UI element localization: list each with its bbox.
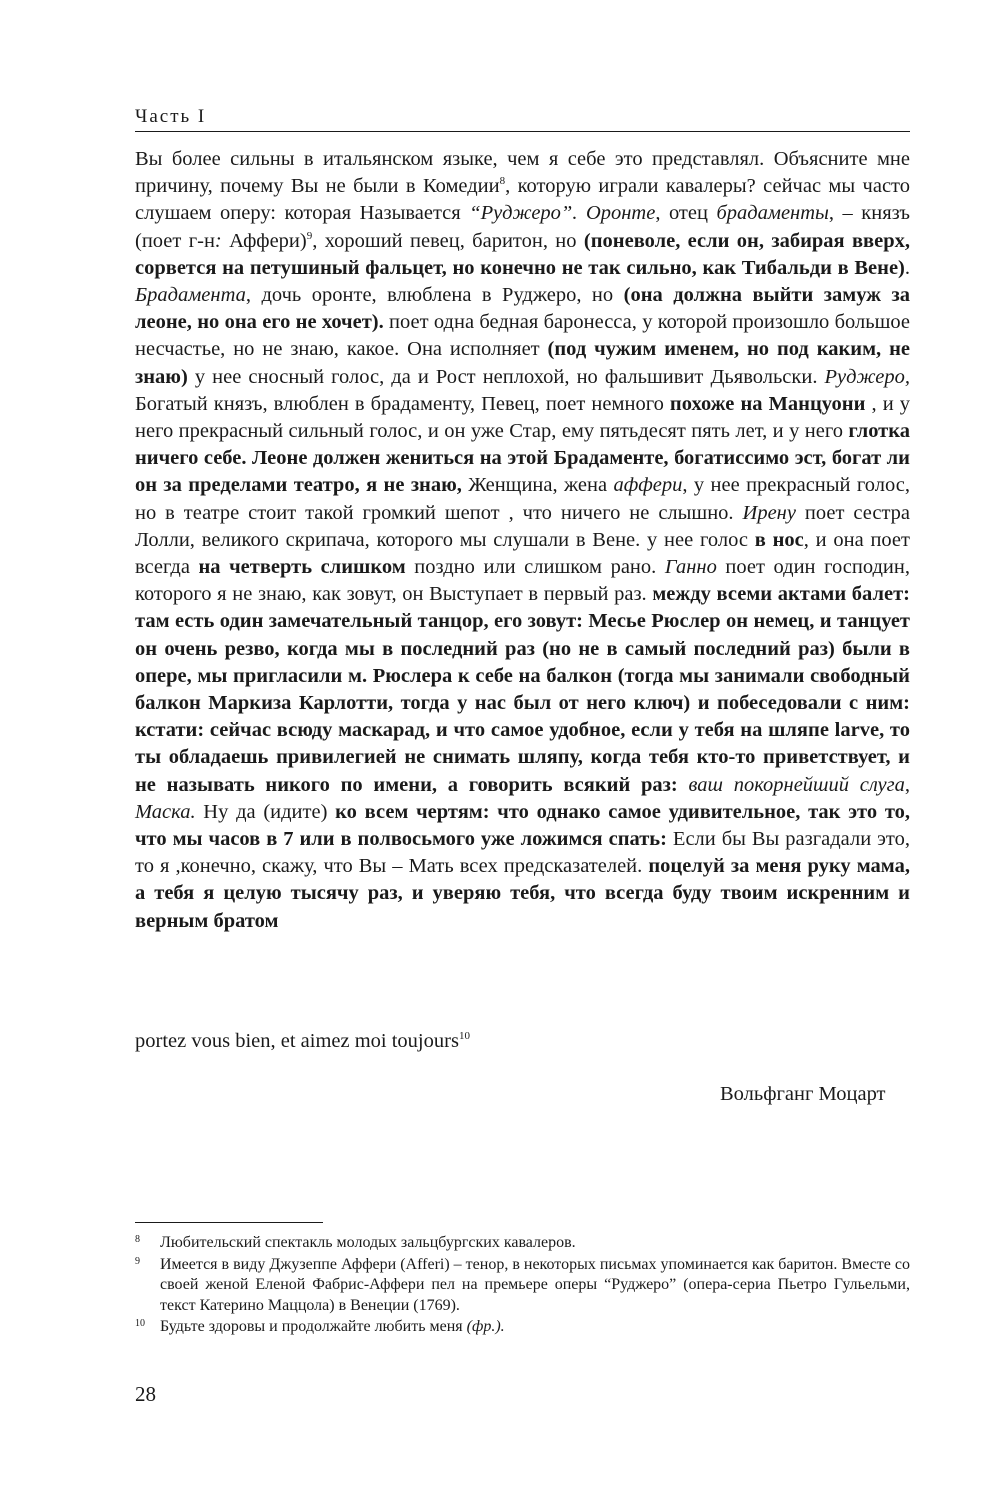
closing-line	[135, 1030, 470, 1053]
body-bold-segment: между всеми актами балет: там есть один замечательный танцор, его зовут: Месье Рюслер он немец, и танцует он очень резво, когда мы в последний раз (но не в самый последний раз) были в опере, мы пригласили м. Рюслера к себе на балкон (тогда мы занимали свободный балкон Маркиза Карлотти, тогда у нас был от него ключ) и побеседовали с ним: кстати: сейчас всюду маскарад, и что самое удобное, если у тебя на шляпе larve, то ты обладаешь привилегией не снимать шляпу, когда тебя кто-то приветствует, и не называть никого по имени, а говорить всякий раз:	[135, 583, 910, 796]
footnote-10	[135, 1317, 910, 1338]
body-text-segment: , которую играли кавалеры? сейчас мы часто слушаем оперу: которая Называется	[135, 175, 910, 225]
footnote-8	[135, 1233, 910, 1254]
body-text-segment: у нее сносный голос, да и Рост неплохой, но фальшивит Дьявольски.	[187, 365, 825, 388]
body-bold-segment: поцелуй за меня руку мама, а тебя я целую тысячу раз, и уверяю тебя, что всегда буду твоим искренним и верным братом	[135, 855, 910, 932]
body-italic-segment: Руджеро,	[824, 365, 910, 388]
footnote-rule	[135, 1222, 323, 1223]
body-italic-segment: :	[214, 229, 222, 252]
body-italic-segment: ваш покорнейший слуга	[677, 773, 905, 796]
body-text-segment: Вы более сильны в итальянском языке, чем я себе это представлял. Объясните мне причину, почему Вы не были в Комедии	[135, 148, 910, 198]
body-text-segment: , и она поет всегда	[135, 528, 910, 579]
body-text-segment: поет один господин, которого я не знаю, как зовут, он Выступает в первый раз.	[135, 556, 910, 606]
closing-text: portez vous bien, et aimez moi toujours	[135, 1030, 459, 1052]
body-text-segment: , – князъ (поет г-н	[135, 202, 910, 252]
body-text-segment: , дочь оронте, влюблена в Руджеро, но	[245, 284, 624, 307]
footnote-number: 10	[135, 1318, 145, 1329]
footnote-ref-9[interactable]: 9	[306, 229, 313, 242]
running-head-title: Часть I	[135, 106, 207, 127]
body-text-segment: поет одна бедная баронесса, у которой произошло большое несчастье, но не знаю, какое. Она исполняет	[135, 311, 910, 361]
body-italic-segment: “Руджеро”. Оронте	[469, 202, 656, 225]
body-text-segment: ,	[904, 773, 910, 796]
body-text-segment: , у нее прекрасный голос, но в театре стоит такой громкий шепот , что ничего не слышно.	[135, 474, 910, 524]
body-bold-segment: (поневоле, если он, забирая вверх, сорвется на петушиный фальцет, но конечно не так сильно, как Тибальди в Вене)	[135, 229, 910, 279]
page-number: 28	[135, 1382, 156, 1406]
footnotes	[135, 1233, 910, 1339]
body-text-segment: Богатый князъ, влюблен в брадаменту, Певец, поет немного	[135, 392, 670, 415]
body-text-segment: Ну да (идите)	[195, 800, 336, 823]
body-bold-segment: ко всем чертям: что однако самое удивительное, так это то, что мы часов в 7 или в полвосьмого уже ложимся спать:	[135, 800, 911, 851]
body-text-segment: Аффери)	[221, 229, 307, 252]
body-italic-segment: Ирену	[742, 501, 796, 524]
footnote-ref-8[interactable]: 8	[499, 175, 506, 188]
body-text-segment: , и у него прекрасный сильный голос, и он уже Стар, ему пятьдесят пять лет, и у него	[135, 392, 910, 443]
footnote-text-italic: (фр.).	[466, 1318, 505, 1335]
body-bold-segment: (она должна выйти замуж за леоне, но она его не хочет).	[135, 284, 910, 334]
body-italic-segment: Ганно	[664, 556, 717, 579]
header-rule	[135, 131, 910, 132]
footnote-number: 8	[135, 1234, 140, 1245]
body-italic-segment: Маска.	[135, 800, 196, 823]
body-text-segment: поздно или слишком рано.	[405, 556, 665, 579]
body-italic-segment: аффери	[613, 474, 683, 497]
body-text-segment: , отец	[655, 202, 717, 225]
footnote-text: Любительский спектакль молодых зальцбургских кавалеров.	[160, 1234, 576, 1251]
body-bold-segment: (под чужим именем, но под каким, не знаю)	[135, 338, 910, 388]
signature: Вольфганг Моцарт	[720, 1083, 886, 1105]
footnote-text: Имеется в виду Джузеппе Аффери (Afferi) – тенор, в некоторых письмах упоминается как баритон. Вместе со своей женой Еленой Фабрис-Аффери пел на премьере оперы “Руджеро” (опера-сериа Пьетро Гульельми, текст Катерино Маццола) в Венеции (1769).	[160, 1255, 910, 1314]
body-text-segment: , хороший певец, баритон, но	[312, 229, 584, 252]
letter-body	[135, 146, 910, 935]
body-text-segment: Женщина, жена	[461, 474, 614, 497]
footnote-number: 9	[135, 1255, 140, 1267]
footnote-ref-10[interactable]: 10	[458, 1030, 470, 1042]
body-bold-segment: в нос	[754, 528, 804, 551]
body-italic-segment: Брадамента	[135, 284, 246, 307]
body-bold-segment: похоже на Манцуони	[669, 392, 866, 415]
body-bold-segment: на четверть слишком	[198, 556, 406, 579]
body-text-segment: Если бы Вы разгадали это, то я ,конечно, скажу, что Вы – Мать всех предсказателей.	[135, 828, 910, 878]
body-bold-segment: глотка ничего себе. Леоне должен жениться на этой Брадаменте, богатиссимо эст, богат ли он за пределами театро, я не знаю,	[135, 420, 910, 497]
body-text-segment: .	[904, 256, 910, 279]
footnote-text: Будьте здоровы и продолжайте любить меня	[160, 1318, 467, 1335]
body-text-segment: поет сестра Лолли, великого скрипача, которого мы слушали в Вене. у нее голос	[135, 501, 910, 551]
body-italic-segment: брадаменты	[716, 202, 829, 225]
footnote-9	[135, 1255, 910, 1317]
